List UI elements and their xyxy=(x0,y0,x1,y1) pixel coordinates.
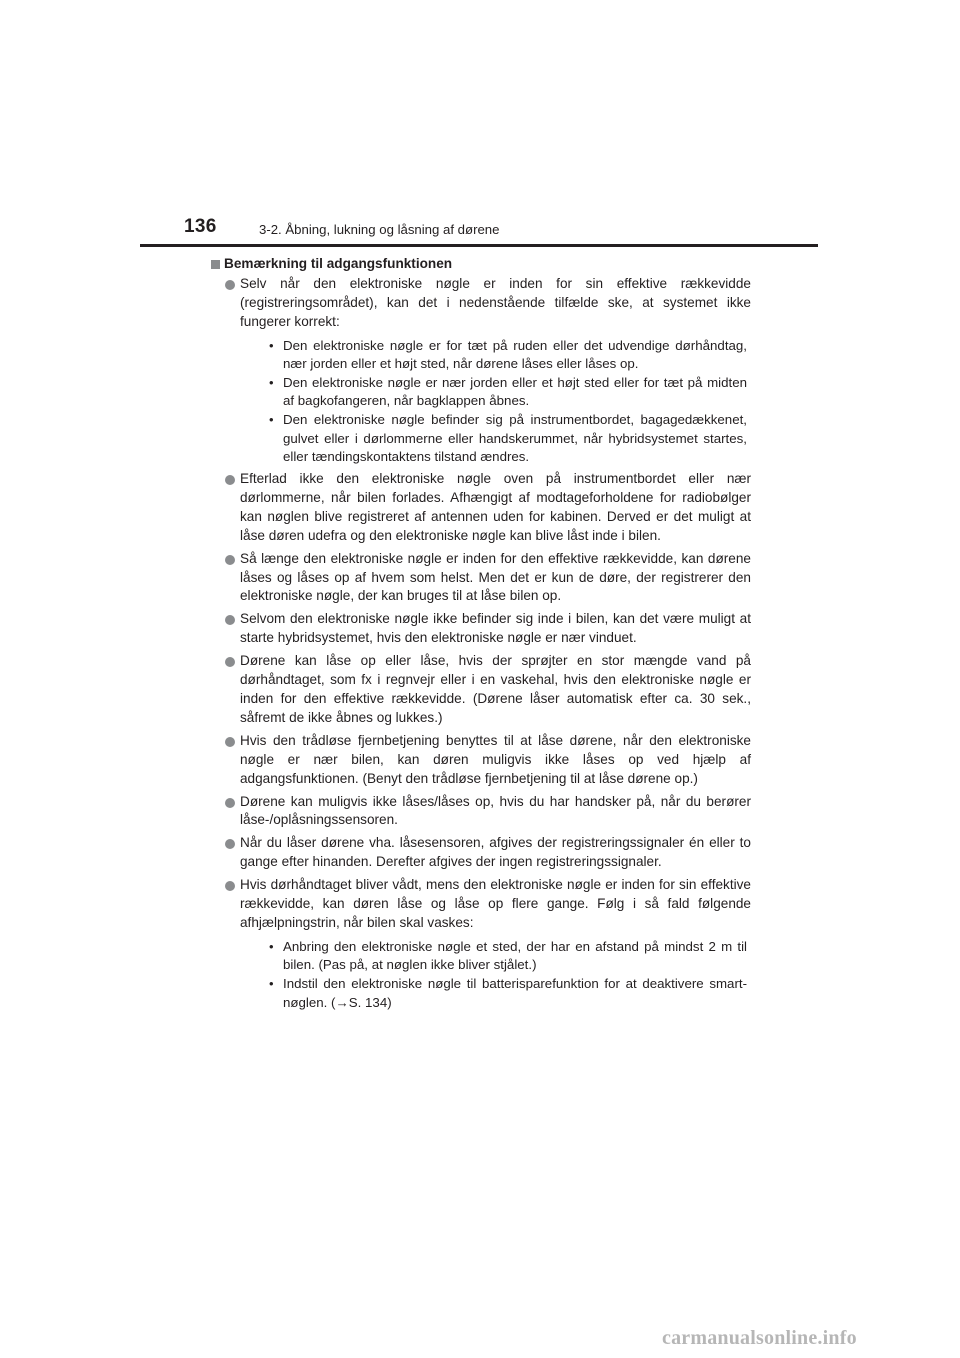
bullet-dot-icon xyxy=(225,280,235,290)
bullet-text: Efterlad ikke den elektroniske nøgle oven på instrumentbordet eller nær dørlommerne, når bilen forlades. Afhængigt af modtageforholdene for radiobølger kan nøglen blive registreret af antennen uden for kabinen. Derved er det muligt at låse døren udefra og den elektroniske nøgle kan blive låst inde i bilen. xyxy=(240,471,751,543)
bullet-dot-icon xyxy=(225,798,235,808)
bullet-dot-icon xyxy=(225,615,235,625)
sub-item xyxy=(240,975,751,1011)
small-dot-icon: • xyxy=(269,976,274,992)
sub-list xyxy=(240,938,751,1012)
square-bullet-icon xyxy=(211,260,220,269)
bullet-text: Hvis den trådløse fjernbetjening benyttes til at låse dørene, når den elektroniske nøgle er nær bilen, kan døren muligvis ikke låses op ved hjælp af adgangsfunktionen. (Benyt den trådløse fjernbetjening til at låse dørene op.) xyxy=(240,732,751,786)
bullet-item xyxy=(211,732,751,789)
bullet-text: Selv når den elektroniske nøgle er inden for sin effektive rækkevidde (registreringsområdet), kan det i nedenstående tilfælde ske, at systemet ikke fungerer korrekt: xyxy=(240,275,751,329)
sub-item-text: Den elektroniske nøgle er for tæt på ruden eller det udvendige dørhåndtag, nær jorden eller et højt sted, når dørene låses eller låses op. xyxy=(283,337,747,371)
bullet-item xyxy=(211,793,751,831)
bullet-text: Selvom den elektroniske nøgle ikke befinder sig inde i bilen, kan det være muligt at starte hybridsystemet, hvis den elektroniske nøgle er nær vinduet. xyxy=(240,611,751,646)
bullet-text: Hvis dørhåndtaget bliver vådt, mens den elektroniske nøgle er inden for sin effektive rækkevidde, kan døren låse og låse op flere gange. Følg i så fald følgende afhjælpningstrin, når bilen skal vaskes: xyxy=(240,877,751,930)
watermark: carmanualsonline.info xyxy=(662,1327,857,1349)
bullet-item xyxy=(211,876,751,1012)
bullet-item xyxy=(211,610,751,648)
sub-list xyxy=(240,337,751,466)
header-rule xyxy=(140,244,818,247)
chapter-title: 3-2. Åbning, lukning og låsning af dørene xyxy=(259,222,500,237)
bullet-dot-icon xyxy=(225,839,235,849)
section-heading-text: Bemærkning til adgangsfunktionen xyxy=(224,256,453,271)
small-dot-icon: • xyxy=(269,337,274,353)
bullet-item xyxy=(211,834,751,872)
bullet-item xyxy=(211,652,751,728)
main-content xyxy=(211,255,751,1016)
sub-item xyxy=(240,337,751,373)
bullet-text: Dørene kan låse op eller låse, hvis der sprøjter en stor mængde vand på dørhåndtaget, som fx i regnvejr eller i en vaskehal, hvis den elektroniske nøgle er inden for den effektive rækkevidde. (Dørene låser automatisk efter ca. 30 sek., såfremt de ikke åbnes og lukkes.) xyxy=(240,653,751,725)
sub-item xyxy=(240,411,751,466)
small-dot-icon: • xyxy=(269,412,274,428)
bullet-dot-icon xyxy=(225,737,235,747)
sub-item-text: Den elektroniske nøgle er nær jorden eller et højt sted eller for tæt på midten af bagkofangeren, når bagklappen åbnes. xyxy=(283,375,747,409)
bullet-text: Når du låser dørene vha. låsesensoren, afgives der registreringssignaler én eller to gange efter hinanden. Derefter afgives der ingen registreringssignaler. xyxy=(240,835,751,870)
page-number: 136 xyxy=(184,216,217,237)
sub-item-text: Indstil den elektroniske nøgle til batterisparefunktion for at deaktivere smart-nøglen. (→S. 134) xyxy=(283,976,747,1010)
bullet-item xyxy=(211,470,751,546)
sub-item xyxy=(240,374,751,410)
sub-item-text: Anbring den elektroniske nøgle et sted, der har en afstand på mindst 2 m til bilen. (Pas på, at nøglen ikke bliver stjålet.) xyxy=(283,938,747,973)
bullet-text: Så længe den elektroniske nøgle er inden for den effektive rækkevidde, kan dørene låses og låses op af hvem som helst. Men det er kun de døre, der registrerer den elektroniske nøgle, der kan bruges til at låse bilen op. xyxy=(240,550,751,604)
bullet-dot-icon xyxy=(225,555,235,565)
bullet-dot-icon xyxy=(225,657,235,667)
sub-item-text: Den elektroniske nøgle befinder sig på instrumentbordet, bagagedækkenet, gulvet eller i dørlommerne eller handskerummet, når hybridsystemet startes, eller tændingskontaktens tilstand ændres. xyxy=(283,412,747,464)
section-heading xyxy=(211,255,751,274)
sub-item xyxy=(240,938,751,974)
bullet-dot-icon xyxy=(225,475,235,485)
small-dot-icon: • xyxy=(269,938,274,954)
bullet-text: Dørene kan muligvis ikke låses/låses op, hvis du har handsker på, når du berører låse-/oplåsningssensoren. xyxy=(240,793,751,828)
bullet-item xyxy=(211,275,751,466)
bullet-dot-icon xyxy=(225,881,235,891)
small-dot-icon: • xyxy=(269,375,274,391)
bullet-item xyxy=(211,550,751,607)
